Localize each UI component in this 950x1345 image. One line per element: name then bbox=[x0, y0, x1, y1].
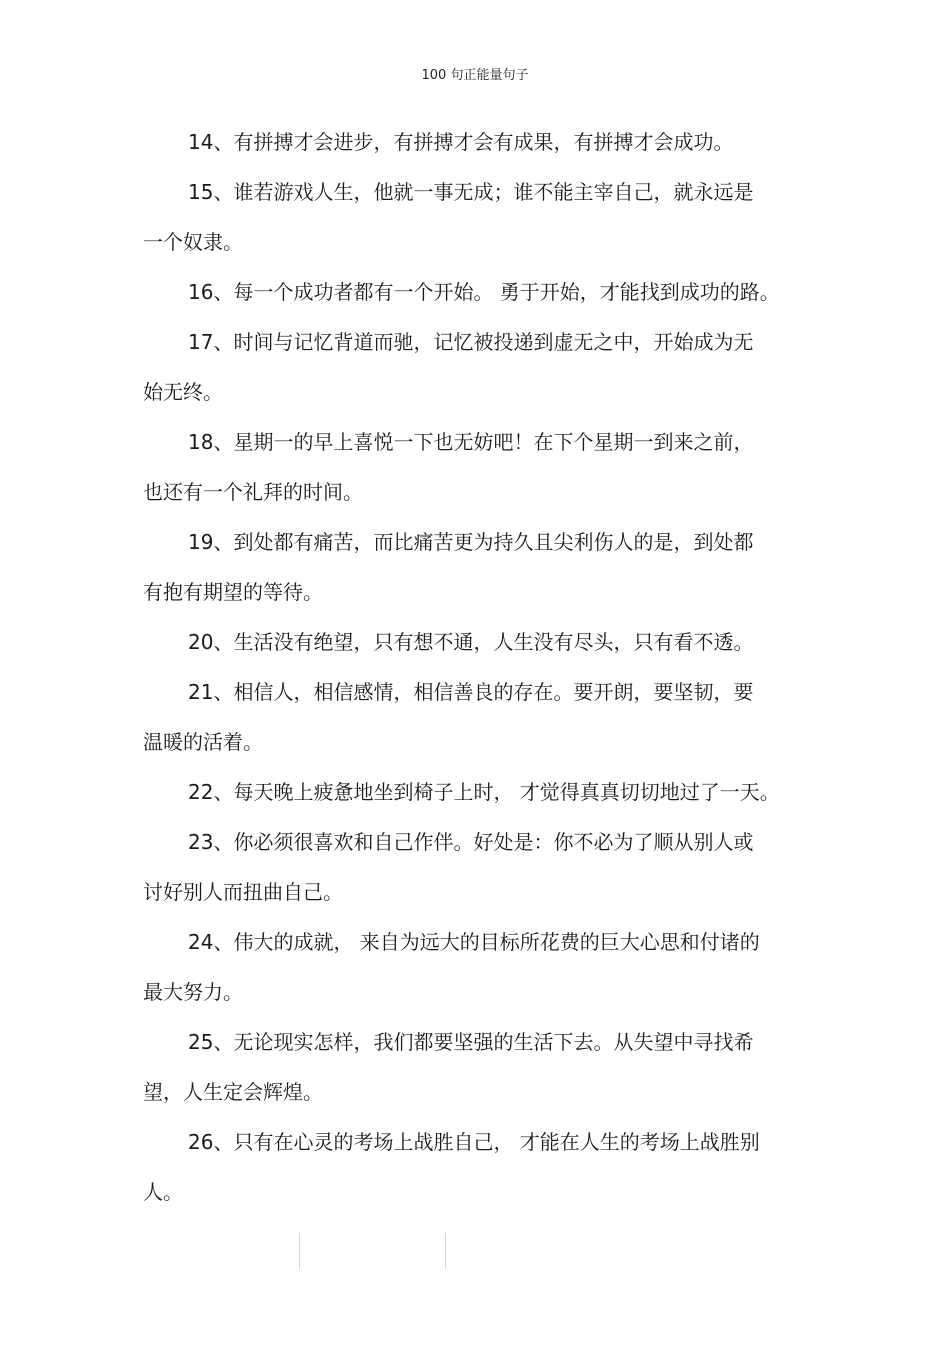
quote-18-line-1: 18、星期一的早上喜悦一下也无妨吧！在下个星期一到来之前， bbox=[188, 430, 754, 454]
quote-26-line-1: 26、只有在心灵的考场上战胜自己， 才能在人生的考场上战胜别 bbox=[188, 1130, 760, 1154]
quote-23-line-2: 讨好别人而扭曲自己。 bbox=[143, 880, 343, 904]
quote-25-line-2: 望，人生定会辉煌。 bbox=[143, 1080, 323, 1104]
quote-18-line-2: 也还有一个礼拜的时间。 bbox=[143, 480, 363, 504]
quote-19-line-1: 19、到处都有痛苦，而比痛苦更为持久且尖利伤人的是，到处都 bbox=[188, 530, 754, 554]
footer-divider-left bbox=[299, 1233, 300, 1269]
quote-24-line-2: 最大努力。 bbox=[143, 980, 243, 1004]
quote-14-line-1: 14、有拼搏才会进步，有拼搏才会有成果，有拼搏才会成功。 bbox=[188, 130, 734, 154]
page-header: 100 句正能量句子 bbox=[421, 68, 529, 83]
quote-17-line-1: 17、时间与记忆背道而驰，记忆被投递到虚无之中，开始成为无 bbox=[188, 330, 754, 354]
quote-20-line-1: 20、生活没有绝望，只有想不通，人生没有尽头，只有看不透。 bbox=[188, 630, 754, 654]
quote-22-line-1: 22、每天晚上疲惫地坐到椅子上时， 才觉得真真切切地过了一天。 bbox=[188, 780, 780, 804]
quote-21-line-2: 温暖的活着。 bbox=[143, 730, 263, 754]
quote-15-line-1: 15、谁若游戏人生，他就一事无成；谁不能主宰自己，就永远是 bbox=[188, 180, 754, 204]
footer-divider-right bbox=[445, 1233, 446, 1269]
quote-23-line-1: 23、你必须很喜欢和自己作伴。好处是：你不必为了顺从别人或 bbox=[188, 830, 754, 854]
quote-26-line-2: 人。 bbox=[143, 1180, 183, 1204]
quote-15-line-2: 一个奴隶。 bbox=[143, 230, 243, 254]
quote-21-line-1: 21、相信人，相信感情，相信善良的存在。要开朗，要坚韧，要 bbox=[188, 680, 754, 704]
quote-24-line-1: 24、伟大的成就， 来自为远大的目标所花费的巨大心思和付诸的 bbox=[188, 930, 760, 954]
quote-17-line-2: 始无终。 bbox=[143, 380, 223, 404]
quote-19-line-2: 有抱有期望的等待。 bbox=[143, 580, 323, 604]
quote-16-line-1: 16、每一个成功者都有一个开始。 勇于开始，才能找到成功的路。 bbox=[188, 280, 780, 304]
quote-25-line-1: 25、无论现实怎样，我们都要坚强的生活下去。从失望中寻找希 bbox=[188, 1030, 754, 1054]
